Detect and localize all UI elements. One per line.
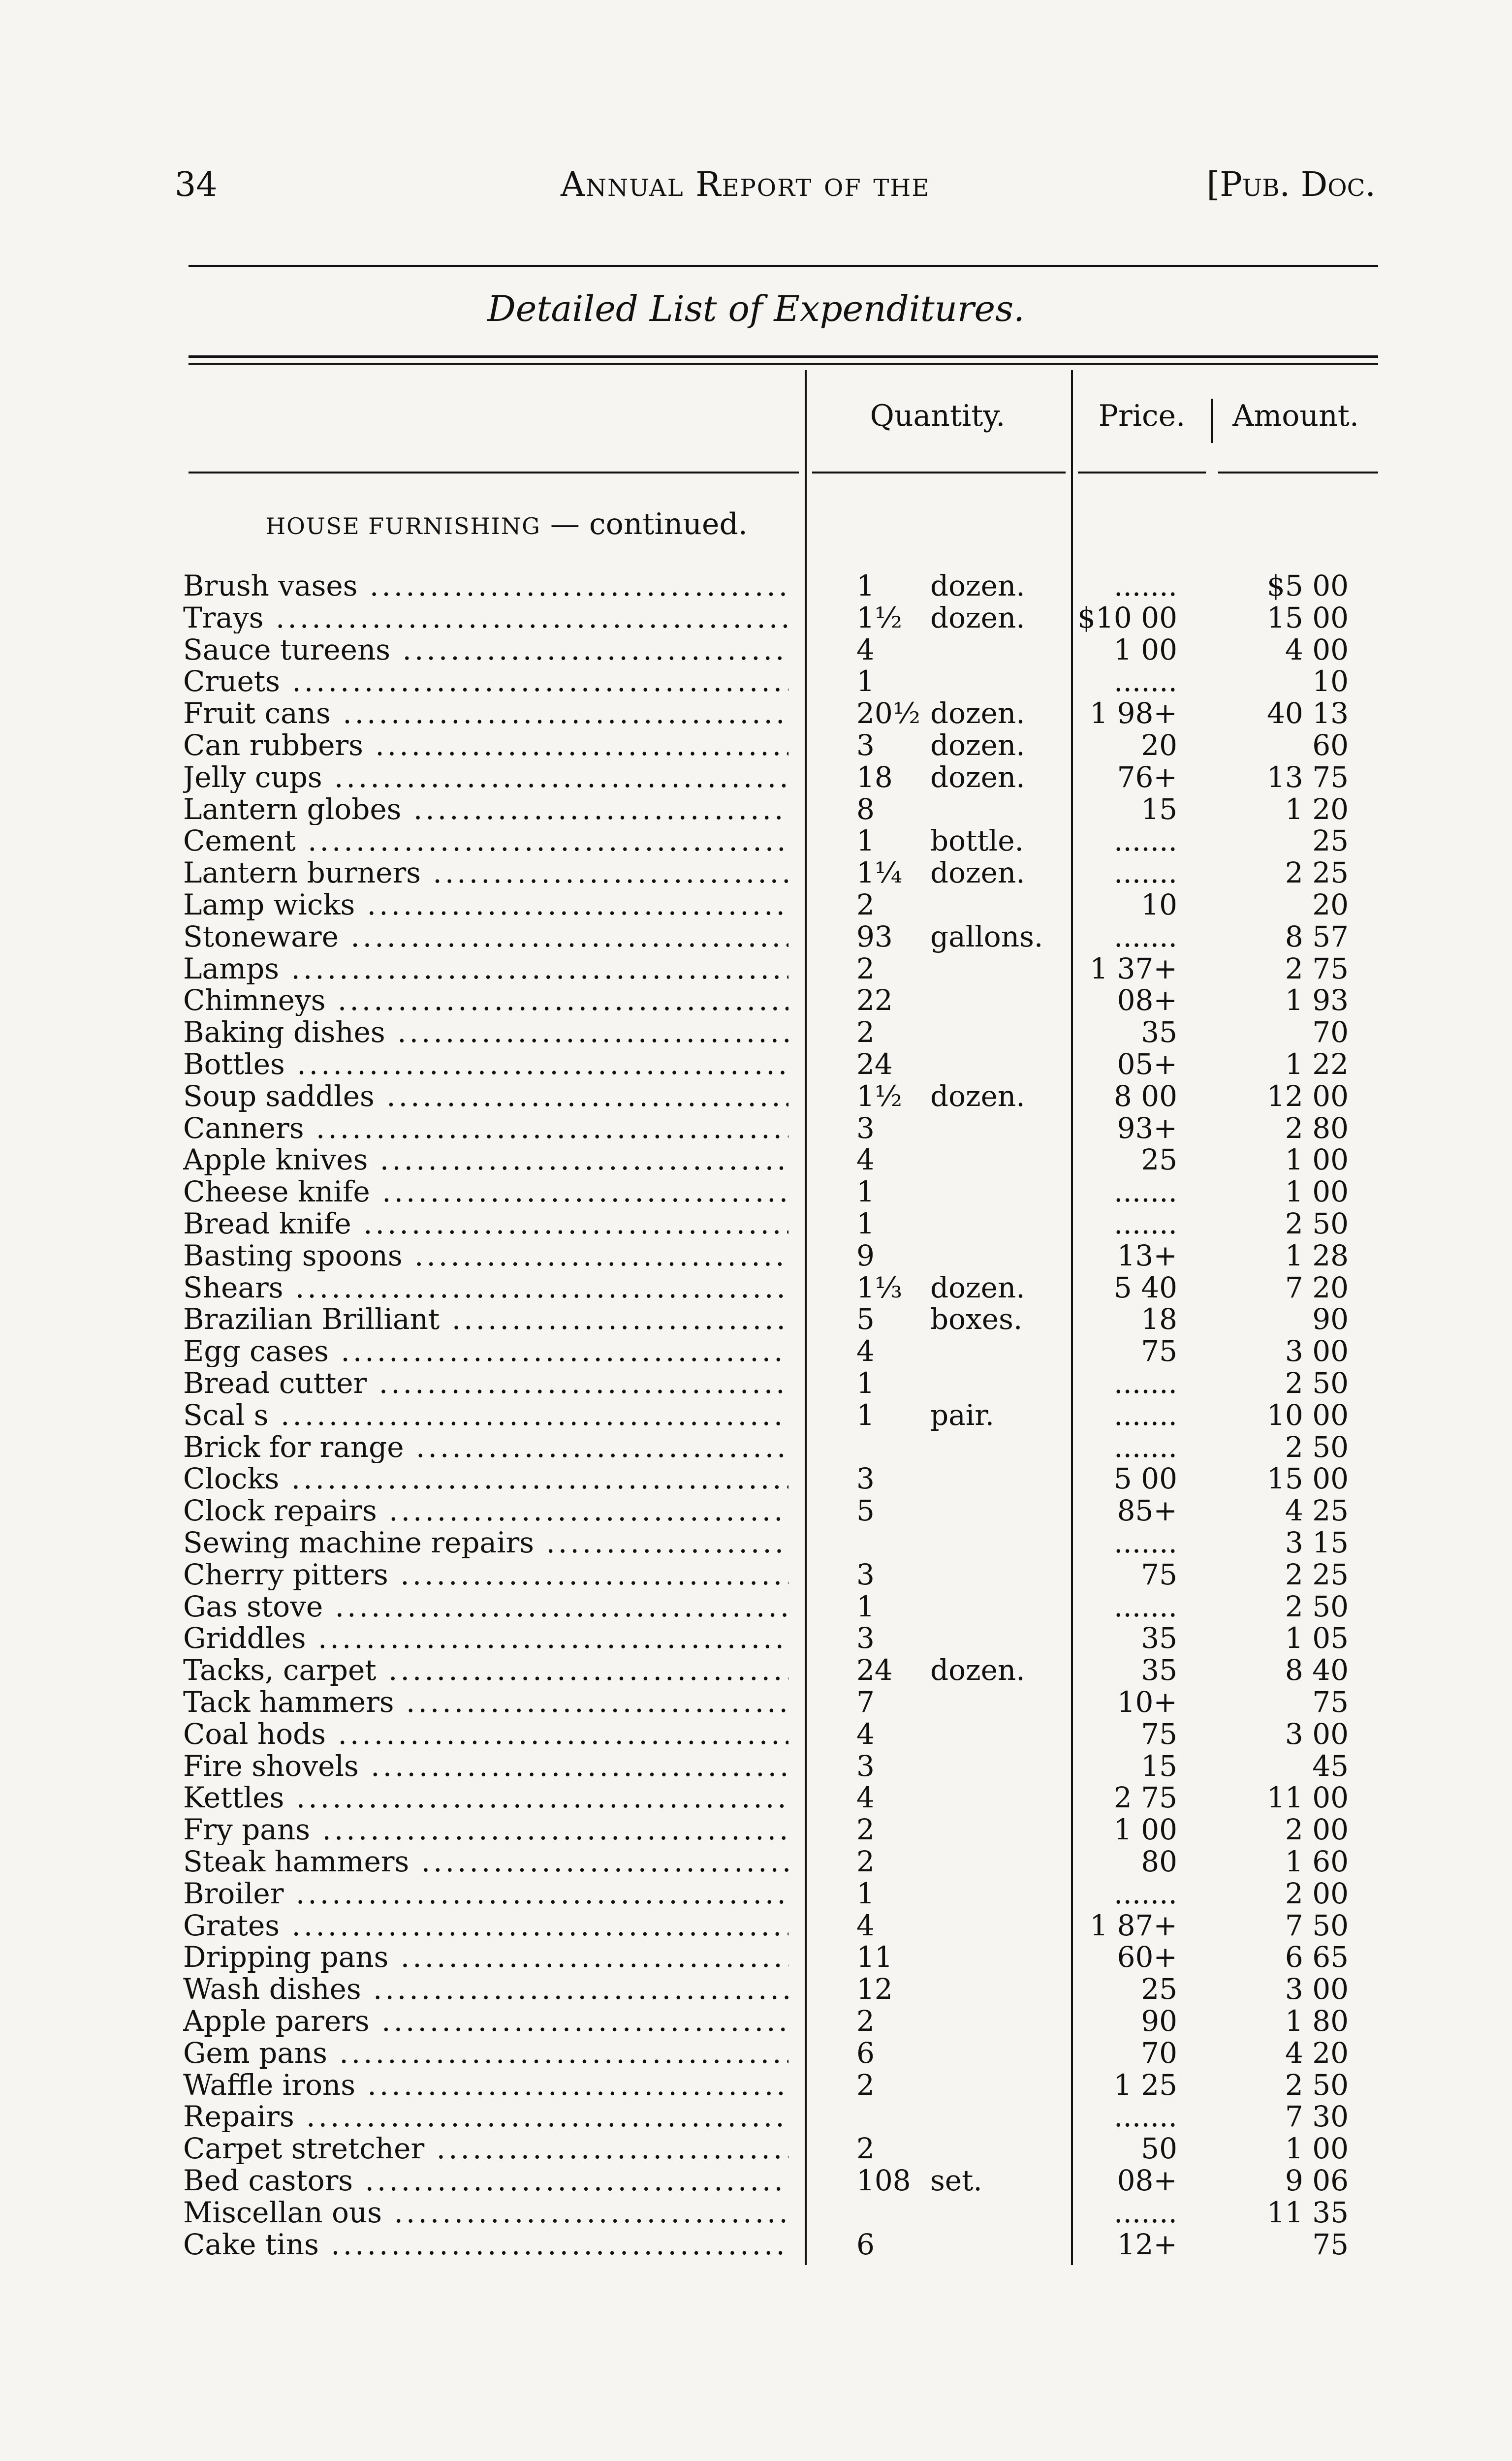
- table-row: [0, 1272, 1512, 1303]
- amount-value: 10: [1312, 664, 1349, 698]
- price-value: 1 25: [1113, 2068, 1177, 2102]
- price-value: 08+: [1117, 983, 1177, 1017]
- price-value: .......: [1113, 1175, 1177, 1209]
- table-row: [0, 1463, 1512, 1494]
- quantity-value: 2: [856, 1015, 875, 1049]
- quantity-value: 1: [856, 664, 875, 698]
- item-label: Gas stove .....: [183, 1591, 788, 1622]
- quantity-unit: dozen.: [930, 760, 1025, 794]
- quantity-value: 1: [856, 1366, 875, 1400]
- header-underline-quantity: [812, 472, 1066, 473]
- quantity-unit: pair.: [930, 1398, 995, 1432]
- item-label: Shears .....: [183, 1272, 788, 1303]
- item-label: Brush vases .....: [183, 570, 788, 601]
- price-value: 1 00: [1113, 1813, 1177, 1847]
- quantity-unit: dozen.: [930, 1270, 1025, 1304]
- amount-value: 75: [1312, 1685, 1349, 1719]
- item-label: Dripping pans .....: [183, 1941, 788, 1973]
- item-label: Can rubbers .....: [183, 729, 788, 761]
- table-row: [0, 1144, 1512, 1175]
- price-value: 80: [1141, 1845, 1177, 1878]
- table-top-rule: [189, 355, 1378, 358]
- page-number: 34: [175, 165, 218, 204]
- price-value: 25: [1141, 1143, 1177, 1177]
- amount-value: 9 06: [1285, 2164, 1349, 2197]
- price-value: 35: [1141, 1621, 1177, 1655]
- item-label: Cheese knife .....: [183, 1176, 788, 1207]
- item-label: Cherry pitters .....: [183, 1559, 788, 1590]
- amount-value: 1 00: [1285, 1143, 1349, 1177]
- table-row: [0, 953, 1512, 984]
- quantity-value: 4: [856, 1781, 875, 1815]
- quantity-value: 93: [856, 919, 893, 953]
- quantity-value: 4: [856, 632, 875, 666]
- section-name: HOUSE FURNISHING: [266, 513, 541, 539]
- table-row: [0, 570, 1512, 601]
- quantity-value: 1½: [856, 600, 903, 634]
- quantity-value: 1⅓: [856, 1270, 903, 1304]
- item-label: Lamp wicks .....: [183, 889, 788, 920]
- amount-value: 15 00: [1266, 1462, 1349, 1496]
- header-rule: [189, 265, 1378, 267]
- quantity-value: 5: [856, 1302, 875, 1336]
- item-label: Cruets .....: [183, 665, 788, 697]
- item-label: Scal s .....: [183, 1399, 788, 1431]
- price-value: 2 75: [1113, 1781, 1177, 1815]
- table-row: [0, 2165, 1512, 2196]
- item-label: Canners .....: [183, 1112, 788, 1144]
- table-row: [0, 1941, 1512, 1973]
- amount-value: 12 00: [1266, 1079, 1349, 1113]
- quantity-value: 2: [856, 888, 875, 921]
- header-underline-amount: [1218, 472, 1378, 473]
- price-value: 5 40: [1113, 1270, 1177, 1304]
- table-row: [0, 1176, 1512, 1207]
- table-row: [0, 697, 1512, 729]
- table-row: [0, 2101, 1512, 2132]
- quantity-value: 1: [856, 1175, 875, 1209]
- amount-value: 1 28: [1285, 1238, 1349, 1272]
- price-value: 5 00: [1113, 1462, 1177, 1496]
- item-label: Cement .....: [183, 825, 788, 856]
- quantity-unit: dozen.: [930, 696, 1025, 730]
- amount-value: 2 80: [1285, 1111, 1349, 1145]
- amount-value: 20: [1312, 888, 1349, 921]
- price-value: 35: [1141, 1653, 1177, 1687]
- table-row: [0, 1782, 1512, 1813]
- price-value: 76+: [1117, 760, 1177, 794]
- table-row: [0, 665, 1512, 697]
- amount-value: 75: [1312, 2227, 1349, 2261]
- item-label: Griddles .....: [183, 1622, 788, 1654]
- price-value: 1 87+: [1090, 1908, 1177, 1942]
- quantity-value: 3: [856, 728, 875, 762]
- table-row: [0, 1973, 1512, 2005]
- table-row: [0, 1367, 1512, 1399]
- quantity-value: 20½: [856, 696, 921, 730]
- quantity-unit: bottle.: [930, 824, 1024, 858]
- amount-value: 2 75: [1285, 951, 1349, 985]
- price-value: .......: [1113, 1876, 1177, 1910]
- amount-value: 40 13: [1266, 696, 1349, 730]
- amount-value: 10 00: [1266, 1398, 1349, 1432]
- page-header: [175, 165, 1376, 210]
- item-label: Cake tins .....: [183, 2229, 788, 2260]
- quantity-value: 2: [856, 2132, 875, 2166]
- quantity-value: 6: [856, 2036, 875, 2070]
- section-suffix: — continued.: [550, 507, 748, 541]
- item-label: Sewing machine repairs .....: [183, 1527, 788, 1558]
- table-row: [0, 634, 1512, 665]
- amount-value: 11 00: [1266, 1781, 1349, 1815]
- table-row: [0, 2133, 1512, 2164]
- item-label: Broiler .....: [183, 1878, 788, 1909]
- quantity-value: 24: [856, 1047, 893, 1081]
- amount-value: 2 50: [1285, 2068, 1349, 2102]
- table-row: [0, 793, 1512, 825]
- quantity-value: 5: [856, 1494, 875, 1528]
- quantity-value: 1: [856, 1207, 875, 1240]
- amount-value: 2 50: [1285, 1589, 1349, 1623]
- quantity-unit: dozen.: [930, 856, 1025, 890]
- price-value: 25: [1141, 1972, 1177, 2006]
- item-label: Wash dishes .....: [183, 1973, 788, 2005]
- quantity-value: 3: [856, 1462, 875, 1496]
- item-label: Bottles .....: [183, 1048, 788, 1080]
- column-header-amount: Amount.: [1232, 399, 1359, 433]
- quantity-value: 2: [856, 2004, 875, 2038]
- table-row: [0, 1718, 1512, 1750]
- price-value: 1 98+: [1090, 696, 1177, 730]
- quantity-value: 1: [856, 1876, 875, 1910]
- item-label: Fruit cans .....: [183, 697, 788, 729]
- amount-value: 1 22: [1285, 1047, 1349, 1081]
- quantity-value: 1: [856, 569, 875, 602]
- item-label: Repairs .....: [183, 2101, 788, 2132]
- amount-value: 1 00: [1285, 1175, 1349, 1209]
- price-value: 13+: [1117, 1238, 1177, 1272]
- header-underline-price: [1078, 472, 1206, 473]
- amount-value: 6 65: [1285, 1940, 1349, 1974]
- price-value: 1 37+: [1090, 951, 1177, 985]
- item-label: Clocks .....: [183, 1463, 788, 1494]
- amount-value: 25: [1312, 824, 1349, 858]
- page-subtitle: Detailed List of Expenditures.: [487, 288, 1025, 329]
- price-value: 75: [1141, 1557, 1177, 1591]
- amount-value: 8 40: [1285, 1653, 1349, 1687]
- price-value: 60+: [1117, 1940, 1177, 1974]
- price-value: .......: [1113, 1398, 1177, 1432]
- amount-value: 1 80: [1285, 2004, 1349, 2038]
- amount-value: 15 00: [1266, 600, 1349, 634]
- price-value: .......: [1113, 824, 1177, 858]
- table-row: [0, 1878, 1512, 1909]
- table-row: [0, 2005, 1512, 2037]
- quantity-value: 12: [856, 1972, 893, 2006]
- table-row: [0, 1591, 1512, 1622]
- price-value: 20: [1141, 728, 1177, 762]
- table-row: [0, 1559, 1512, 1590]
- quantity-value: 1½: [856, 1079, 903, 1113]
- item-label: Lantern globes .....: [183, 793, 788, 825]
- amount-value: 1 05: [1285, 1621, 1349, 1655]
- amount-value: 3 00: [1285, 1717, 1349, 1751]
- price-value: 1 00: [1113, 632, 1177, 666]
- quantity-unit: dozen.: [930, 728, 1025, 762]
- table-row: [0, 1814, 1512, 1845]
- amount-value: 4 25: [1285, 1494, 1349, 1528]
- quantity-unit: gallons.: [930, 919, 1043, 953]
- table-row: [0, 825, 1512, 856]
- table-row: [0, 921, 1512, 952]
- table-row: [0, 1399, 1512, 1431]
- quantity-value: 4: [856, 1143, 875, 1177]
- table-row: [0, 1112, 1512, 1144]
- amount-value: 90: [1312, 1302, 1349, 1336]
- amount-value: 1 00: [1285, 2132, 1349, 2166]
- quantity-value: 1: [856, 1398, 875, 1432]
- item-label: Basting spoons .....: [183, 1240, 788, 1271]
- quantity-unit: boxes.: [930, 1302, 1023, 1336]
- price-value: 12+: [1117, 2227, 1177, 2261]
- price-value: .......: [1113, 1589, 1177, 1623]
- quantity-unit: set.: [930, 2164, 982, 2197]
- quantity-value: 2: [856, 951, 875, 985]
- table-row: [0, 1654, 1512, 1686]
- quantity-unit: dozen.: [930, 569, 1025, 602]
- price-value: 08+: [1117, 2164, 1177, 2197]
- table-row: [0, 2037, 1512, 2069]
- price-value: 15: [1141, 792, 1177, 826]
- amount-value: 7 50: [1285, 1908, 1349, 1942]
- amount-value: 2 50: [1285, 1366, 1349, 1400]
- quantity-unit: dozen.: [930, 600, 1025, 634]
- item-label: Grates .....: [183, 1910, 788, 1941]
- price-value: 15: [1141, 1749, 1177, 1783]
- quantity-value: 18: [856, 760, 893, 794]
- item-label: Chimneys .....: [183, 984, 788, 1016]
- amount-value: 7 20: [1285, 1270, 1349, 1304]
- table-row: [0, 1016, 1512, 1048]
- item-label: Carpet stretcher .....: [183, 2133, 788, 2164]
- quantity-value: 3: [856, 1557, 875, 1591]
- item-label: Jelly cups .....: [183, 761, 788, 793]
- amount-value: 2 50: [1285, 1207, 1349, 1240]
- table-row: [0, 889, 1512, 920]
- item-label: Gem pans .....: [183, 2037, 788, 2069]
- table-row: [0, 1910, 1512, 1941]
- amount-value: 13 75: [1266, 760, 1349, 794]
- item-label: Clock repairs .....: [183, 1495, 788, 1526]
- amount-value: 60: [1312, 728, 1349, 762]
- amount-value: $5 00: [1266, 569, 1349, 602]
- price-value: 75: [1141, 1717, 1177, 1751]
- item-label: Sauce tureens .....: [183, 634, 788, 665]
- quantity-value: 24: [856, 1653, 893, 1687]
- item-label: Waffle irons .....: [183, 2069, 788, 2101]
- price-value: 10+: [1117, 1685, 1177, 1719]
- quantity-value: 3: [856, 1111, 875, 1145]
- table-row: [0, 1622, 1512, 1654]
- price-value: .......: [1113, 569, 1177, 602]
- running-title: Annual Report of the: [561, 165, 930, 204]
- item-label: Coal hods .....: [183, 1718, 788, 1750]
- amount-value: 2 50: [1285, 1430, 1349, 1464]
- amount-value: 2 00: [1285, 1813, 1349, 1847]
- price-value: 70: [1141, 2036, 1177, 2070]
- item-label: Trays .....: [183, 602, 788, 633]
- item-label: Soup saddles .....: [183, 1080, 788, 1112]
- table-row: [0, 1686, 1512, 1718]
- table-row: [0, 2229, 1512, 2260]
- quantity-value: 1: [856, 1589, 875, 1623]
- price-value: .......: [1113, 919, 1177, 953]
- amount-value: 3 15: [1285, 1526, 1349, 1559]
- quantity-value: 2: [856, 1845, 875, 1878]
- table-row: [0, 1240, 1512, 1271]
- item-label: Miscellan ous .....: [183, 2197, 788, 2228]
- quantity-value: 8: [856, 792, 875, 826]
- table-row: [0, 2069, 1512, 2101]
- price-value: .......: [1113, 2195, 1177, 2229]
- quantity-value: 7: [856, 1685, 875, 1719]
- price-value: .......: [1113, 2100, 1177, 2134]
- item-label: Brazilian Brilliant .....: [183, 1303, 788, 1335]
- amount-value: 2 25: [1285, 1557, 1349, 1591]
- amount-value: 4 20: [1285, 2036, 1349, 2070]
- quantity-value: 11: [856, 1940, 893, 1974]
- item-label: Baking dishes .....: [183, 1016, 788, 1048]
- table-row: [0, 1431, 1512, 1463]
- amount-value: 2 25: [1285, 856, 1349, 890]
- price-value: 05+: [1117, 1047, 1177, 1081]
- price-value: .......: [1113, 1526, 1177, 1559]
- item-label: Apple parers .....: [183, 2005, 788, 2037]
- quantity-value: 22: [856, 983, 893, 1017]
- section-heading: [266, 507, 748, 541]
- price-value: .......: [1113, 1207, 1177, 1240]
- table-top-rule-thin: [189, 363, 1378, 365]
- table-row: [0, 984, 1512, 1016]
- quantity-value: 1¼: [856, 856, 903, 890]
- price-value: 18: [1141, 1302, 1177, 1336]
- item-label: Bed castors .....: [183, 2165, 788, 2196]
- quantity-unit: dozen.: [930, 1079, 1025, 1113]
- price-value: 10: [1141, 888, 1177, 921]
- price-value: 50: [1141, 2132, 1177, 2166]
- item-label: Egg cases .....: [183, 1335, 788, 1367]
- quantity-value: 6: [856, 2227, 875, 2261]
- document-label: [Pub. Doc.: [1206, 165, 1376, 204]
- price-value: 93+: [1117, 1111, 1177, 1145]
- table-row: [0, 729, 1512, 761]
- amount-value: 1 20: [1285, 792, 1349, 826]
- table-row: [0, 1048, 1512, 1080]
- table-row: [0, 1846, 1512, 1877]
- table-row: [0, 1303, 1512, 1335]
- column-header-price: Price.: [1098, 399, 1186, 433]
- item-label: Stoneware .....: [183, 921, 788, 952]
- item-label: Kettles .....: [183, 1782, 788, 1813]
- price-value: 75: [1141, 1334, 1177, 1368]
- amount-value: 7 30: [1285, 2100, 1349, 2134]
- price-value: 85+: [1117, 1494, 1177, 1528]
- amount-value: 11 35: [1266, 2195, 1349, 2229]
- amount-value: 1 93: [1285, 983, 1349, 1017]
- amount-value: 3 00: [1285, 1334, 1349, 1368]
- amount-value: 8 57: [1285, 919, 1349, 953]
- header-underline-item: [189, 472, 799, 473]
- table-row: [0, 1080, 1512, 1112]
- table-row: [0, 1495, 1512, 1526]
- quantity-value: 2: [856, 2068, 875, 2102]
- table-row: [0, 1527, 1512, 1558]
- quantity-value: 3: [856, 1749, 875, 1783]
- price-value: .......: [1113, 1366, 1177, 1400]
- table-row: [0, 857, 1512, 888]
- price-value: 8 00: [1113, 1079, 1177, 1113]
- table-row: [0, 2197, 1512, 2228]
- item-label: Lantern burners .....: [183, 857, 788, 888]
- table-row: [0, 602, 1512, 633]
- item-label: Bread cutter .....: [183, 1367, 788, 1399]
- amount-value: 2 00: [1285, 1876, 1349, 1910]
- item-label: Tacks, carpet .....: [183, 1654, 788, 1686]
- quantity-value: 4: [856, 1908, 875, 1942]
- table-row: [0, 1208, 1512, 1239]
- price-value: .......: [1113, 1430, 1177, 1464]
- quantity-value: 9: [856, 1238, 875, 1272]
- item-label: Fire shovels .....: [183, 1750, 788, 1782]
- column-header-quantity: Quantity.: [870, 399, 1006, 433]
- item-label: Tack hammers .....: [183, 1686, 788, 1718]
- amount-value: 4 00: [1285, 632, 1349, 666]
- table-row: [0, 1750, 1512, 1782]
- item-label: Steak hammers .....: [183, 1846, 788, 1877]
- amount-value: 45: [1312, 1749, 1349, 1783]
- column-divider-amount: [1211, 399, 1213, 443]
- item-label: Apple knives .....: [183, 1144, 788, 1175]
- amount-value: 70: [1312, 1015, 1349, 1049]
- price-value: .......: [1113, 664, 1177, 698]
- price-value: 90: [1141, 2004, 1177, 2038]
- item-label: Lamps .....: [183, 953, 788, 984]
- quantity-value: 108: [856, 2164, 911, 2197]
- quantity-value: 3: [856, 1621, 875, 1655]
- table-row: [0, 761, 1512, 793]
- amount-value: 3 00: [1285, 1972, 1349, 2006]
- quantity-value: 2: [856, 1813, 875, 1847]
- price-value: 35: [1141, 1015, 1177, 1049]
- price-value: .......: [1113, 856, 1177, 890]
- quantity-value: 4: [856, 1717, 875, 1751]
- item-label: Brick for range .....: [183, 1431, 788, 1463]
- price-value: $10 00: [1077, 600, 1177, 634]
- item-label: Bread knife .....: [183, 1208, 788, 1239]
- quantity-value: 1: [856, 824, 875, 858]
- amount-value: 1 60: [1285, 1845, 1349, 1878]
- item-label: Fry pans .....: [183, 1814, 788, 1845]
- quantity-unit: dozen.: [930, 1653, 1025, 1687]
- table-row: [0, 1335, 1512, 1367]
- quantity-value: 4: [856, 1334, 875, 1368]
